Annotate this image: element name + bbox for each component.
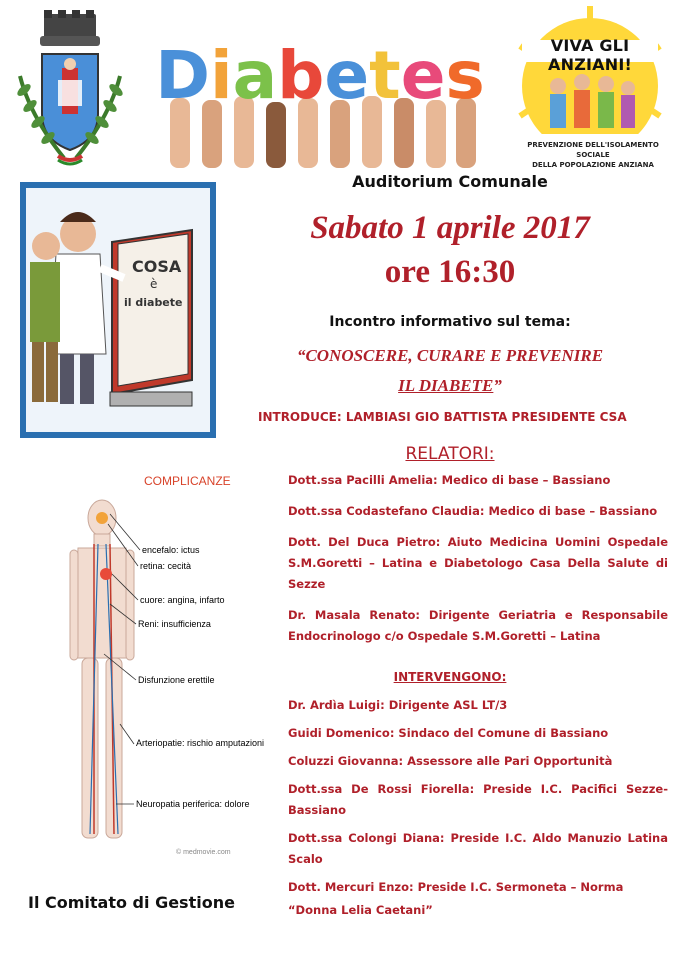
anatomy-credit: © medmovie.com <box>176 849 231 856</box>
list-item: Dott.ssa Pacilli Amelia: Medico di base – Bassiano <box>288 473 611 487</box>
intervengono-heading: INTERVENGONO: <box>393 670 507 684</box>
venue: Auditorium Comunale <box>352 172 548 191</box>
book-text-line3: il diabete <box>124 296 183 309</box>
anatomy-label-1: encefalo: ictus <box>142 545 200 555</box>
introduce-line: INTRODUCE: LAMBIASI GIO BATTISTA PRESIDENTE CSA <box>258 410 627 424</box>
anatomy-label-7: Neuropatia periferica: dolore <box>136 799 250 809</box>
theme-close-quote: ” <box>493 376 502 395</box>
diabetes-banner-image <box>150 28 490 168</box>
event-date: Sabato 1 aprile 2017 <box>310 210 590 246</box>
list-item: Guidi Domenico: Sindaco del Comune di Bassiano <box>288 726 609 740</box>
list-item: Dr. Masala Renato: Dirigente Geriatria e Responsabile Endocrinologo c/o Ospedale S.M.Goretti – Latina <box>288 608 668 643</box>
viva-logo-subtitle-line2: DELLA POPOLAZIONE ANZIANA <box>532 161 654 169</box>
municipal-crest-logo <box>6 6 136 171</box>
list-item: “Donna Lelia Caetani” <box>288 903 433 917</box>
anatomy-label-4: Reni: insufficienza <box>138 619 211 629</box>
book-text-line2: è <box>150 277 158 291</box>
book-icon <box>110 230 192 406</box>
anatomy-illustration <box>70 474 265 859</box>
anatomy-label-3: cuore: angina, infarto <box>140 595 225 605</box>
complications-title: COMPLICANZE <box>144 474 231 488</box>
relatori-heading: RELATORI: <box>405 444 495 464</box>
banner-word: Diabetes <box>155 37 485 114</box>
book-text-line1: COSA <box>132 257 182 276</box>
crown-icon <box>40 10 100 46</box>
list-item: Dott. Mercuri Enzo: Preside I.C. Sermoneta – Norma <box>288 880 624 894</box>
anatomy-label-2: retina: cecità <box>140 561 192 571</box>
theme-line1: “CONOSCERE, CURARE E PREVENIRE <box>296 346 604 365</box>
event-time: ore 16:30 <box>384 254 516 290</box>
list-item: Dott.ssa Codastefano Claudia: Medico di base – Bassiano <box>288 504 658 518</box>
relatori-list <box>288 470 668 647</box>
viva-logo-subtitle <box>520 140 666 170</box>
human-body-icon <box>70 500 134 838</box>
footer-signature: Il Comitato di Gestione <box>28 893 235 912</box>
viva-logo-title: VIVA GLI ANZIANI! <box>548 36 632 74</box>
anatomy-label-6: Arteriopatie: rischio amputazioni <box>136 738 265 748</box>
intervengono-list <box>288 695 668 921</box>
list-item: Dr. Ardìa Luigi: Dirigente ASL LT/3 <box>288 698 508 712</box>
theme-line2-wrap <box>230 376 670 396</box>
anatomy-label-5: Disfunzione erettile <box>138 675 215 685</box>
list-item: Coluzzi Giovanna: Assessore alle Pari Opportunità <box>288 754 613 768</box>
list-item: Dott.ssa Colongi Diana: Preside I.C. Aldo Manuzio Latina Scalo <box>288 831 668 866</box>
viva-logo-subtitle-line1: PREVENZIONE DELL'ISOLAMENTO SOCIALE <box>527 141 659 159</box>
intro-label: Incontro informativo sul tema: <box>329 314 571 330</box>
doctor-cartoon-image <box>20 182 216 438</box>
theme-line2: IL DIABETE <box>398 376 494 395</box>
list-item: Dott.ssa De Rossi Fiorella: Preside I.C. Pacifici Sezze-Bassiano <box>288 782 668 817</box>
list-item: Dott. Del Duca Pietro: Aiuto Medicina Uomini Ospedale S.M.Goretti – Latina e Diabetologo Casa Della Salute di Sezze <box>288 535 668 591</box>
